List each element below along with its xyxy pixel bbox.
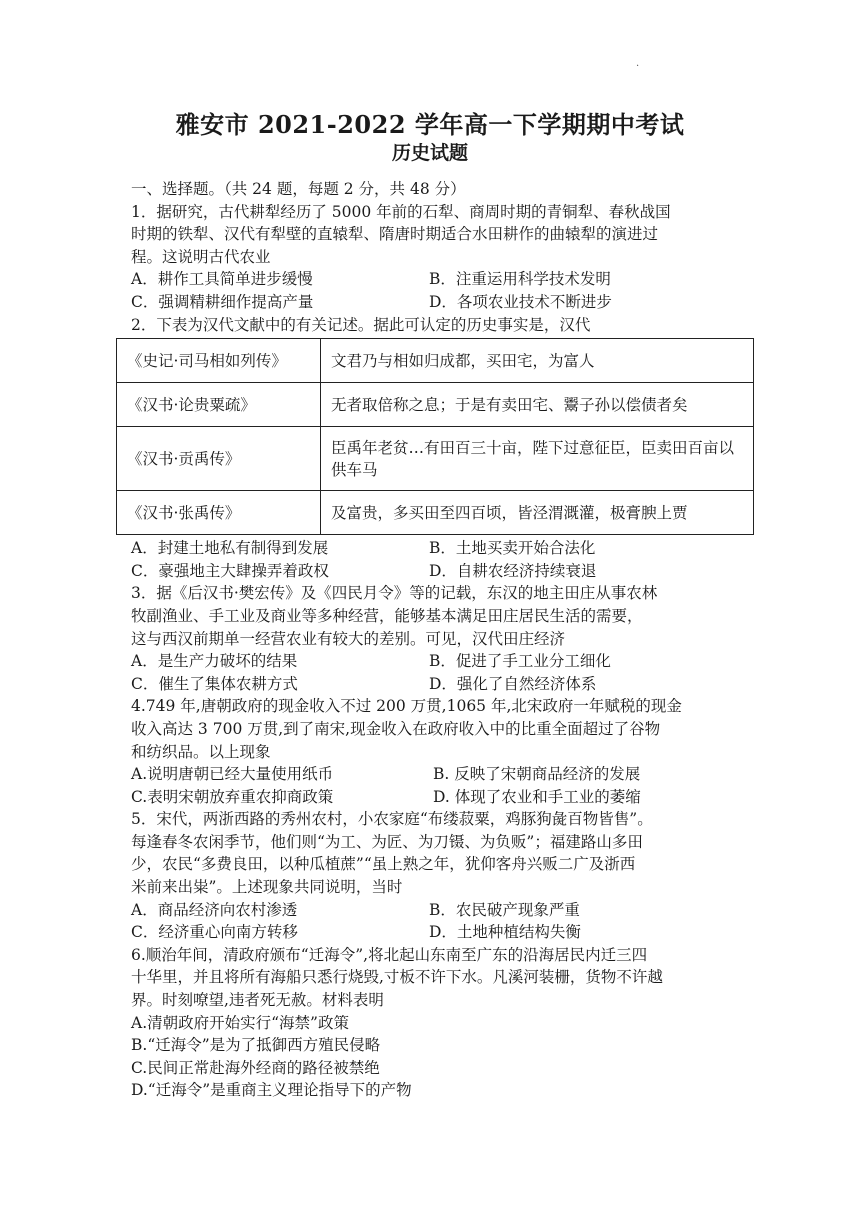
question-3-option-a: A．是生产力破坏的结果 <box>131 652 298 671</box>
question-5-stem-line: 米前来出粜”。上述现象共同说明，当时 <box>131 878 403 897</box>
table-row <box>117 339 754 383</box>
question-5-stem-line: 少，农民“多费良田，以种瓜植蔗”“虽上熟之年，犹仰客舟兴贩二广及浙西 <box>131 855 636 874</box>
table-text-cell: 臣禹年老贫…有田百三十亩，陛下过意征臣，臣卖田百亩以供车马 <box>321 427 754 491</box>
question-3-option-b: B．促进了手工业分工细化 <box>429 652 611 671</box>
question-4-options-row <box>131 786 761 809</box>
question-5-option-a: A．商品经济向农村渗透 <box>131 900 298 919</box>
question-1 <box>131 201 761 314</box>
question-3-stem-line: 3．据《后汉书·樊宏传》及《四民月令》等的记载，东汉的地主田庄从事农林 <box>131 584 658 603</box>
question-2-options-row <box>131 560 761 583</box>
table-row <box>117 383 754 427</box>
question-1-stem-line: 时期的铁犁、汉代有犁壁的直辕犁、隋唐时期适合水田耕作的曲辕犁的演进过 <box>131 225 659 244</box>
question-1-option-d: D．各项农业技术不断进步 <box>429 292 612 311</box>
table-source-cell: 《汉书·论贵粟疏》 <box>117 383 321 427</box>
question-2-options-row <box>131 537 761 560</box>
question-1-options-row <box>131 291 761 314</box>
table-source-cell: 《汉书·张禹传》 <box>117 491 321 535</box>
table-row <box>117 491 754 535</box>
question-2-option-c: C．豪强地主大肆操弄着政权 <box>131 561 329 580</box>
question-1-option-a: A．耕作工具简单进步缓慢 <box>131 270 313 289</box>
question-4-option-c: C.表明宋朝放弃重农抑商政策 <box>131 787 334 806</box>
source-table <box>116 338 754 535</box>
question-6-stem-line: 十华里，并且将所有海船只悉行烧毁,寸板不许下水。凡溪河装栅，货物不许越 <box>131 968 663 987</box>
question-4-option-d: D. 体现了农业和手工业的萎缩 <box>433 787 641 806</box>
question-3-stem-line: 牧副渔业、手工业及商业等多种经营，能够基本满足田庄居民生活的需要， <box>131 606 643 625</box>
question-4-stem-line: 收入高达 3 700 万贯,到了南宋,现金收入在政府收入中的比重全面超过了谷物 <box>131 719 661 738</box>
exam-title: 雅安市 2021-2022 学年高一下学期期中考试 <box>175 110 685 139</box>
question-6-option-d: D.“迁海令”是重商主义理论指导下的产物 <box>131 1081 412 1100</box>
question-6 <box>131 944 761 1102</box>
table-source-cell: 《汉书·贡禹传》 <box>117 427 321 491</box>
question-6-stem-line: 6.顺治年间，清政府颁布“迁海令”,将北起山东南至广东的沿海居民内迁三四 <box>131 945 648 964</box>
question-4-option-b: B. 反映了宋朝商品经济的发展 <box>433 765 641 784</box>
table-text-cell: 无者取倍称之息；于是有卖田宅、鬻子孙以偿债者矣 <box>321 383 754 427</box>
question-2 <box>127 314 761 583</box>
question-4-option-a: A.说明唐朝已经大量使用纸币 <box>131 765 334 784</box>
question-3-option-c: C．催生了集体农耕方式 <box>131 674 298 693</box>
question-5-stem-line: 5．宋代，两浙西路的秀州农村，小农家庭“布缕菽粟，鸡豚狗彘百物皆售”。 <box>131 810 653 829</box>
question-1-stem-line: 程。这说明古代农业 <box>131 247 271 266</box>
section-heading: 一、选择题。（共 24 题，每题 2 分，共 48 分） <box>131 180 466 198</box>
question-3 <box>131 582 761 695</box>
question-3-stem-line: 这与西汉前期单一经营农业有较大的差别。可见，汉代田庄经济 <box>131 629 566 648</box>
question-4 <box>131 695 761 808</box>
question-6-option-a: A.清朝政府开始实行“海禁”政策 <box>131 1013 349 1032</box>
question-6-option-b: B.“迁海令”是为了抵御西方殖民侵略 <box>131 1036 381 1055</box>
question-2-option-d: D．自耕农经济持续衰退 <box>429 561 597 580</box>
question-5-option-d: D．土地种植结构失衡 <box>429 923 581 942</box>
question-4-options-row <box>131 763 761 786</box>
question-5-options-row <box>131 899 761 922</box>
table-text-cell: 及富贵，多买田至四百顷，皆泾渭溉灌，极膏腴上贾 <box>321 491 754 535</box>
exam-content <box>127 178 761 1102</box>
question-1-stem-line: 1．据研究，古代耕犁经历了 5000 年前的石犁、商周时期的青铜犁、春秋战国 <box>131 202 671 221</box>
question-1-option-b: B．注重运用科学技术发明 <box>429 270 611 289</box>
question-5-options-row <box>131 921 761 944</box>
table-text-cell: 文君乃与相如归成都，买田宅，为富人 <box>321 339 754 383</box>
question-1-option-c: C．强调精耕细作提高产量 <box>131 292 314 311</box>
table-source-cell: 《史记·司马相如列传》 <box>117 339 321 383</box>
question-5 <box>131 808 761 944</box>
question-5-option-c: C．经济重心向南方转移 <box>131 923 298 942</box>
question-3-option-d: D．强化了自然经济体系 <box>429 674 597 693</box>
question-5-option-b: B．农民破产现象严重 <box>429 900 580 919</box>
exam-subtitle: 历史试题 <box>391 142 468 164</box>
question-3-options-row <box>131 650 761 673</box>
question-4-stem-line: 和纺织品。以上现象 <box>131 742 271 761</box>
question-2-stem: 2．下表为汉代文献中的有关记述。据此可认定的历史事实是，汉代 <box>131 315 591 334</box>
question-3-options-row <box>131 673 761 696</box>
question-5-stem-line: 每逢春冬农闲季节，他们则“为工、为匠、为刀镊、为负贩”；福建路山多田 <box>131 832 643 851</box>
question-6-option-c: C.民间正常赴海外经商的路径被禁绝 <box>131 1058 380 1077</box>
question-2-option-b: B．土地买卖开始合法化 <box>429 539 596 558</box>
question-4-stem-line: 4.749 年,唐朝政府的现金收入不过 200 万贯,1065 年,北宋政府一年赋税的现金 <box>131 697 682 716</box>
page-dot: . <box>636 58 640 69</box>
question-6-stem-line: 界。时刻嘹望,违者死无赦。材料表明 <box>131 991 384 1010</box>
question-2-option-a: A．封建土地私有制得到发展 <box>131 539 329 558</box>
question-1-options-row <box>131 268 761 291</box>
table-row <box>117 427 754 491</box>
